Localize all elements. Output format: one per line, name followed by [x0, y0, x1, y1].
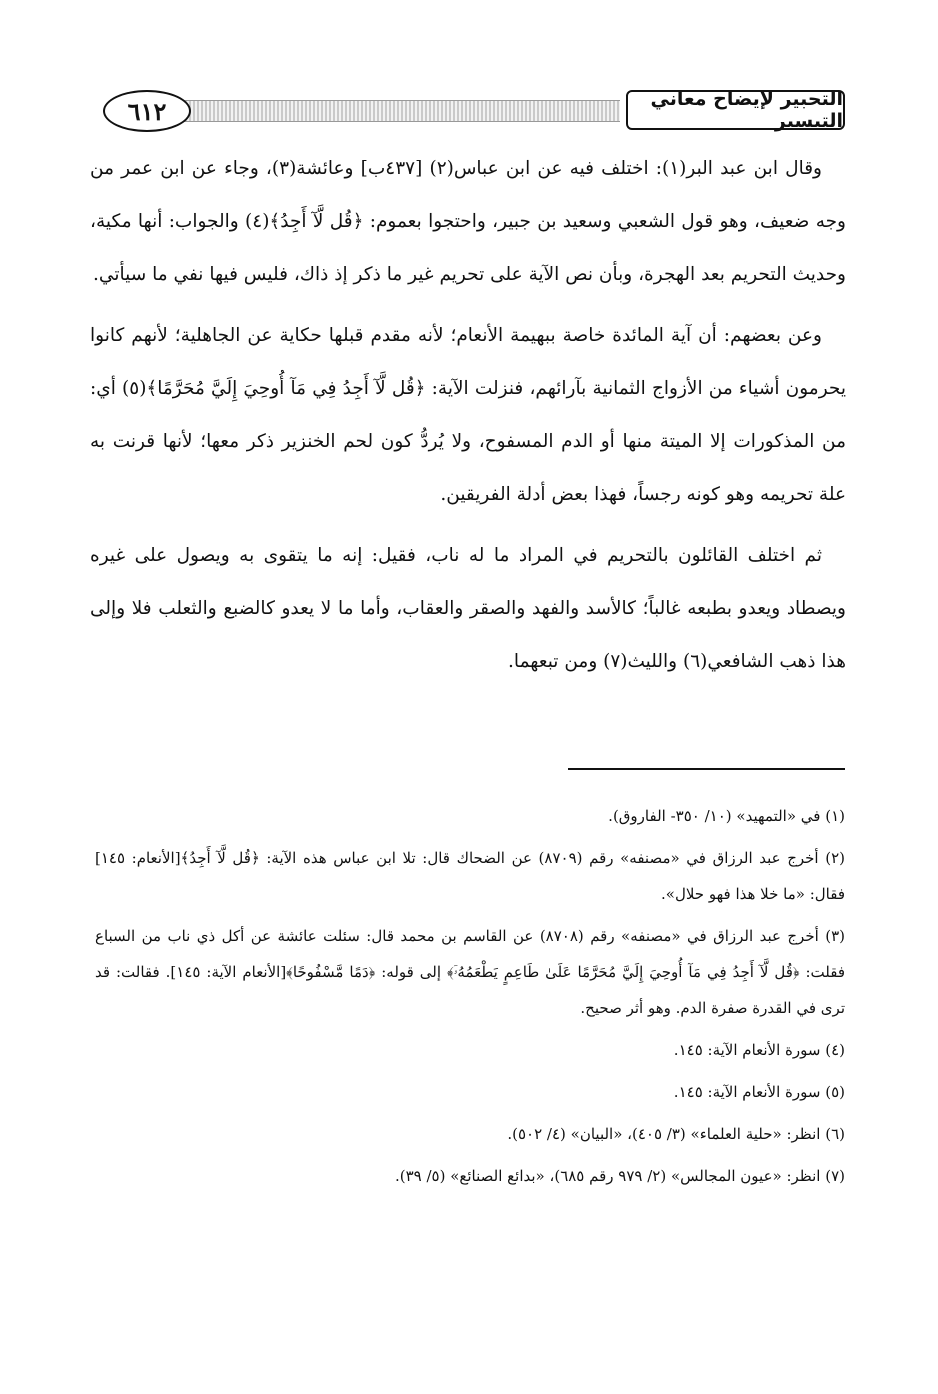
footnote: (٤) سورة الأنعام الآية: ١٤٥. — [673, 1041, 845, 1059]
body-paragraph: وقال ابن عبد البر(١): اختلف فيه عن ابن عباس(٢) [٤٣٧ب] وعائشة(٣)، وجاء عن ابن عمر من وجه ضعيف، وهو قول الشعبي وسعيد بن جبير، واحتجوا بعموم: ﴿قُل لَّآ أَجِدُ﴾(٤) والجواب: أنها مكية، وحديث التحريم بعد الهجرة، وبأن نص الآية على تحريم غير ما ذكر إذ ذاك، فليس فيها نفي ما سيأتي. — [90, 158, 846, 285]
footnote-separator — [568, 768, 845, 770]
footnotes — [95, 798, 845, 1200]
body-paragraph: ثم اختلف القائلون بالتحريم في المراد ما له ناب، فقيل: إنه ما يتقوى به ويصول على غيره ويصطاد ويعدو بطبعه غالباً؛ كالأسد والفهد والصقر والعقاب، وأما ما لا يعدو كالضبع والثعلب فلا وإلى هذا ذهب الشافعي(٦) والليث(٧) ومن تبعهما. — [90, 545, 846, 672]
page-header — [95, 88, 845, 134]
body-paragraph: وعن بعضهم: أن آية المائدة خاصة ببهيمة الأنعام؛ لأنه مقدم قبلها حكاية عن الجاهلية؛ لأنهم كانوا يحرمون أشياء من الأزواج الثمانية بآرائهم، فنزلت الآية: ﴿قُل لَّآ أَجِدُ فِي مَآ أُوحِيَ إِلَيَّ مُحَرَّمًا﴾(٥) أي: من المذكورات إلا الميتة منها أو الدم المسفوح، ولا يُردُّ كون لحم الخنزير ذكر معها؛ لأنها قرنت به علة تحريمه وهو كونه رجساً، فهذا بعض أدلة الفريقين. — [90, 325, 847, 505]
footnote: (٣) أخرج عبد الرزاق في «مصنفه» رقم (٨٧٠٨) عن القاسم بن محمد قال: سئلت عائشة عن أكل ذي ناب من السباع فقلت: ﴿قُل لَّآ أَجِدُ فِي مَآ أُوحِيَ إِلَيَّ مُحَرَّمًا عَلَىٰ طَاعِمٍ يَطْعَمُهُۥٓ﴾ إلى قوله: ﴿دَمًا مَّسْفُوحًا﴾[الأنعام الآية: ١٤٥]. فقالت: قد ترى في القدرة صفرة الدم. وهو أثر صحيح. — [95, 927, 845, 1017]
main-text — [90, 142, 846, 696]
footnote: (١) في «التمهيد» (١٠/ ٣٥٠- الفاروق). — [608, 807, 845, 825]
footnote: (٦) انظر: «حلية العلماء» (٣/ ٤٠٥)، «البيان» (٤/ ٥٠٢). — [507, 1125, 845, 1143]
header-decorative-band — [165, 100, 620, 122]
book-title: التحبير لإيضاح معاني التيسير — [626, 90, 845, 130]
footnote: (٥) سورة الأنعام الآية: ١٤٥. — [673, 1083, 845, 1101]
page-number: ٦١٢ — [103, 90, 191, 132]
footnote: (٧) انظر: «عيون المجالس» (٢/ ٩٧٩ رقم ٦٨٥)، «بدائع الصنائع» (٥/ ٣٩). — [394, 1167, 845, 1185]
footnote: (٢) أخرج عبد الرزاق في «مصنفه» رقم (٨٧٠٩) عن الضحاك قال: تلا ابن عباس هذه الآية: ﴿قُل لَّآ أَجِدُ﴾[الأنعام: ١٤٥] فقال: «ما خلا هذا فهو حلال». — [95, 849, 845, 903]
